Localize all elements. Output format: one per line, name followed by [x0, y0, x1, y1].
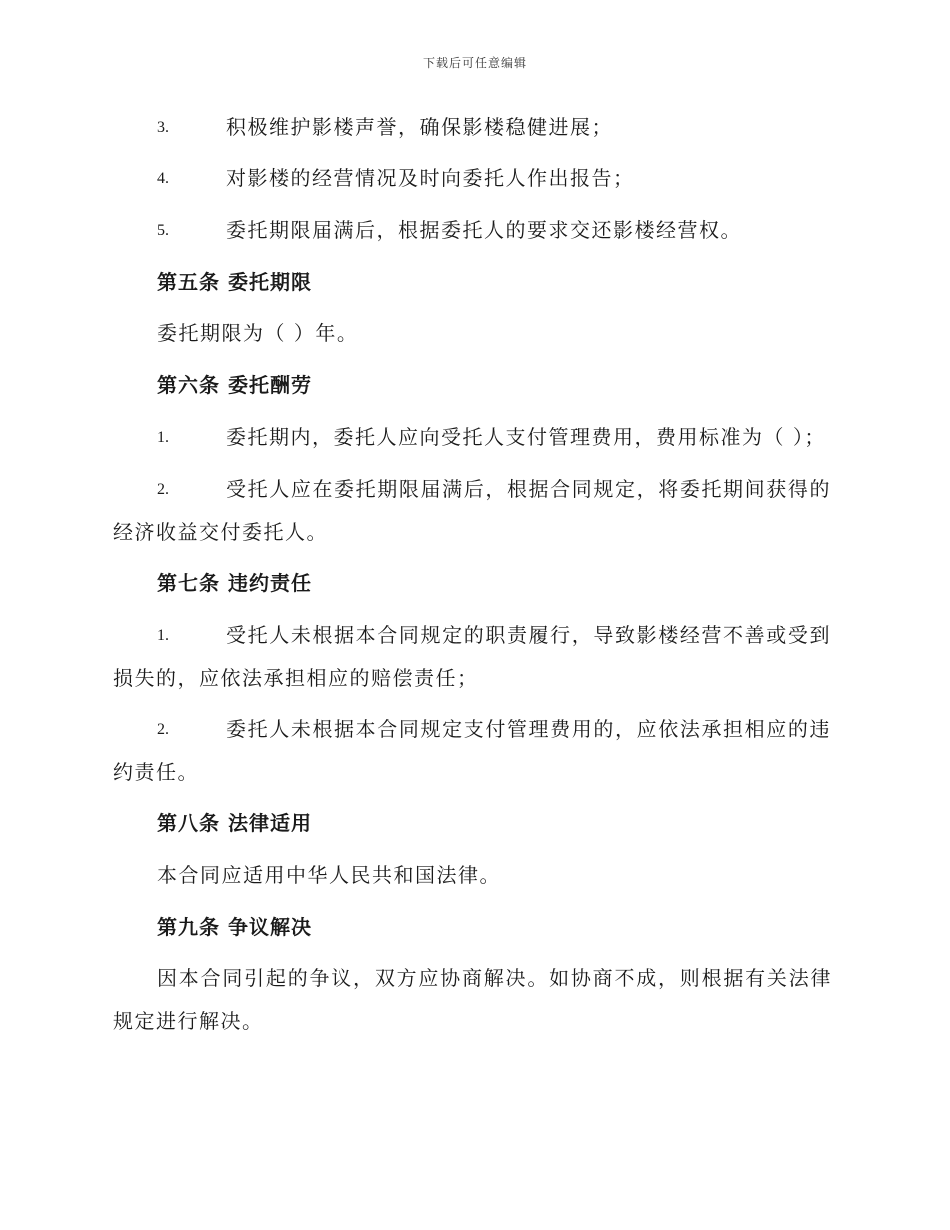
article-body: 本合同应适用中华人民共和国法律。 — [157, 863, 501, 887]
list-item-number: 2. — [157, 721, 169, 738]
article-heading: 第七条 违约责任 — [157, 571, 312, 595]
article-body: 因本合同引起的争议，双方应协商解决。如协商不成，则根据有关法律 — [157, 966, 832, 990]
article-heading: 第六条 委托酬劳 — [157, 373, 312, 397]
list-item-number: 3. — [157, 119, 169, 136]
list-item-text: 受托人应在委托期限届满后，根据合同规定，将委托期间获得的 — [226, 477, 831, 501]
page-header: 下载后可任意编辑 — [422, 56, 527, 70]
article-body: 委托期限为（ ）年。 — [157, 321, 359, 345]
list-item-number: 2. — [157, 481, 169, 498]
list-item-text: 委托期内，委托人应向受托人支付管理费用，费用标准为（ ）； — [226, 425, 826, 449]
article-heading: 第九条 争议解决 — [157, 915, 312, 939]
list-item-number: 1. — [157, 627, 169, 644]
article-heading: 第八条 法律适用 — [157, 811, 312, 835]
list-item-continuation: 损失的，应依法承担相应的赔偿责任； — [113, 666, 479, 690]
list-item-number: 4. — [157, 170, 169, 187]
list-item-text: 委托期限届满后，根据委托人的要求交还影楼经营权。 — [226, 218, 742, 242]
list-item-continuation: 经济收益交付委托人。 — [113, 520, 328, 544]
list-item-text: 积极维护影楼声誉，确保影楼稳健进展； — [226, 115, 613, 139]
list-item-number: 1. — [157, 429, 169, 446]
article-body-continuation: 规定进行解决。 — [113, 1009, 264, 1033]
list-item-text: 委托人未根据本合同规定支付管理费用的，应依法承担相应的违 — [226, 717, 831, 741]
list-item-text: 对影楼的经营情况及时向委托人作出报告； — [226, 166, 635, 190]
list-item-number: 5. — [157, 222, 169, 239]
list-item-text: 受托人未根据本合同规定的职责履行，导致影楼经营不善或受到 — [226, 623, 831, 647]
article-heading: 第五条 委托期限 — [157, 270, 312, 294]
list-item-continuation: 约责任。 — [113, 760, 199, 784]
